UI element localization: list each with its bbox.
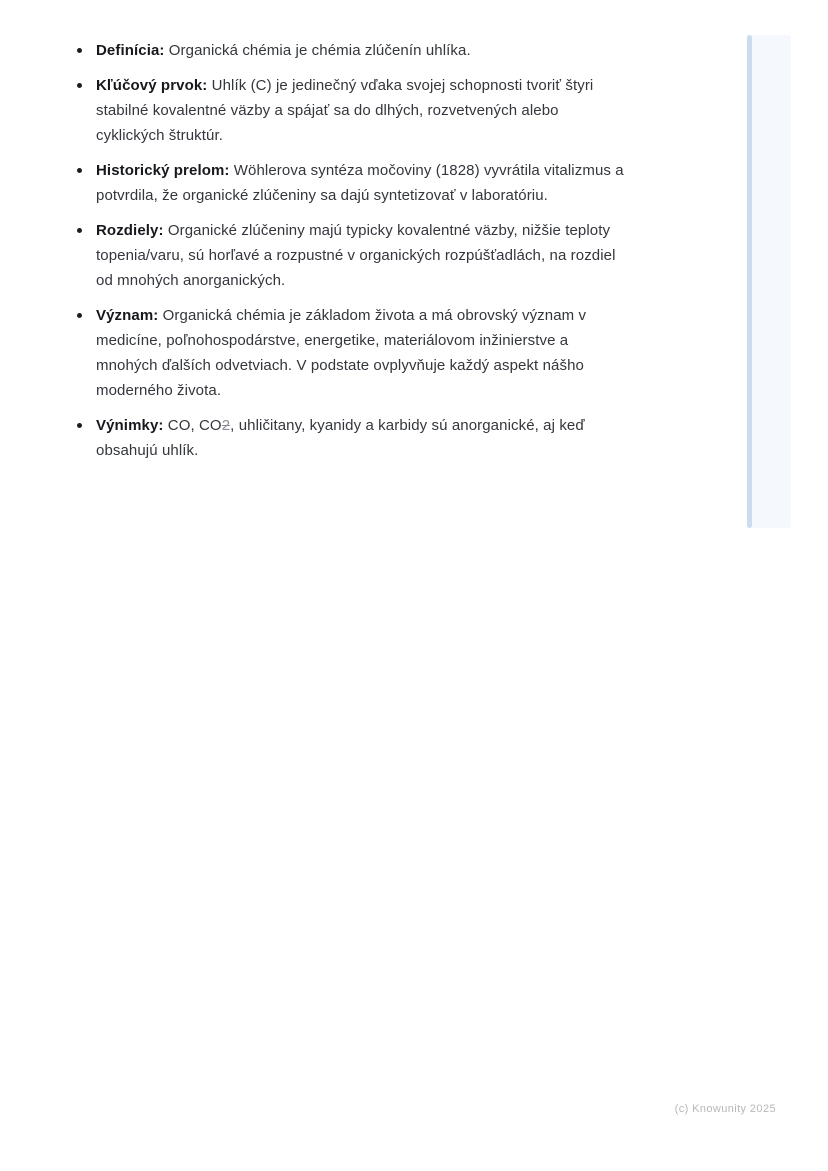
bullet-text: Uhlík (C) je jedinečný vďaka svojej schopnosti tvoriť štyri stabilné kovalentné väzby a spájať sa do dlhých, rozvetvených alebo cyklických štruktúr. <box>96 77 594 144</box>
bullet-icon <box>77 423 82 428</box>
bullet-text: Organická chémia je základom života a má obrovský význam v medicíne, poľnohospodárstve, energetike, materiálovom inžinierstve a mnohých ďalších odvetviach. V podstate ovplyvňuje každý aspekt nášho moderného života. <box>96 307 587 399</box>
copyright-footer: (c) Knowunity 2025 <box>674 1103 776 1115</box>
list-item-historicky-prelom <box>75 158 631 208</box>
scrollbar-track[interactable] <box>747 35 791 528</box>
bullet-text: Organická chémia je chémia zlúčenín uhlíka. <box>164 42 471 59</box>
bullet-icon <box>77 48 82 53</box>
bullet-label: Výnimky: <box>96 417 164 434</box>
list-item-klucovy-prvok <box>75 73 631 148</box>
bullet-label: Význam: <box>96 307 159 324</box>
bullet-text: Organické zlúčeniny majú typicky kovalentné väzby, nižšie teploty topenia/varu, sú horľavé a rozpustné v organických rozpúšťadlách, na rozdiel od mnohých anorganických. <box>96 222 616 289</box>
notes-content <box>75 38 631 463</box>
bullet-label: Kľúčový prvok: <box>96 77 208 94</box>
bullet-text: CO, CO <box>163 417 222 434</box>
bullet-label: Rozdiely: <box>96 222 164 239</box>
bullet-list <box>75 38 631 463</box>
bullet-label: Definícia: <box>96 42 165 59</box>
bullet-icon <box>77 228 82 233</box>
list-item-vyznam <box>75 303 631 403</box>
bullet-icon <box>77 168 82 173</box>
bullet-text-struck: 2 <box>221 417 231 434</box>
bullet-icon <box>77 83 82 88</box>
bullet-icon <box>77 313 82 318</box>
scrollbar-thumb[interactable] <box>747 35 752 528</box>
bullet-text: Wöhlerova syntéza močoviny (1828) vyvrátila vitalizmus a potvrdila, že organické zlúčeniny sa dajú syntetizovať v laboratóriu. <box>96 162 624 204</box>
list-item-rozdiely <box>75 218 631 293</box>
bullet-label: Historický prelom: <box>96 162 230 179</box>
bullet-text: , uhličitany, kyanidy a karbidy sú anorganické, aj keď obsahujú uhlík. <box>96 417 585 459</box>
list-item-definicia <box>75 38 631 63</box>
list-item-vynimky <box>75 413 631 463</box>
